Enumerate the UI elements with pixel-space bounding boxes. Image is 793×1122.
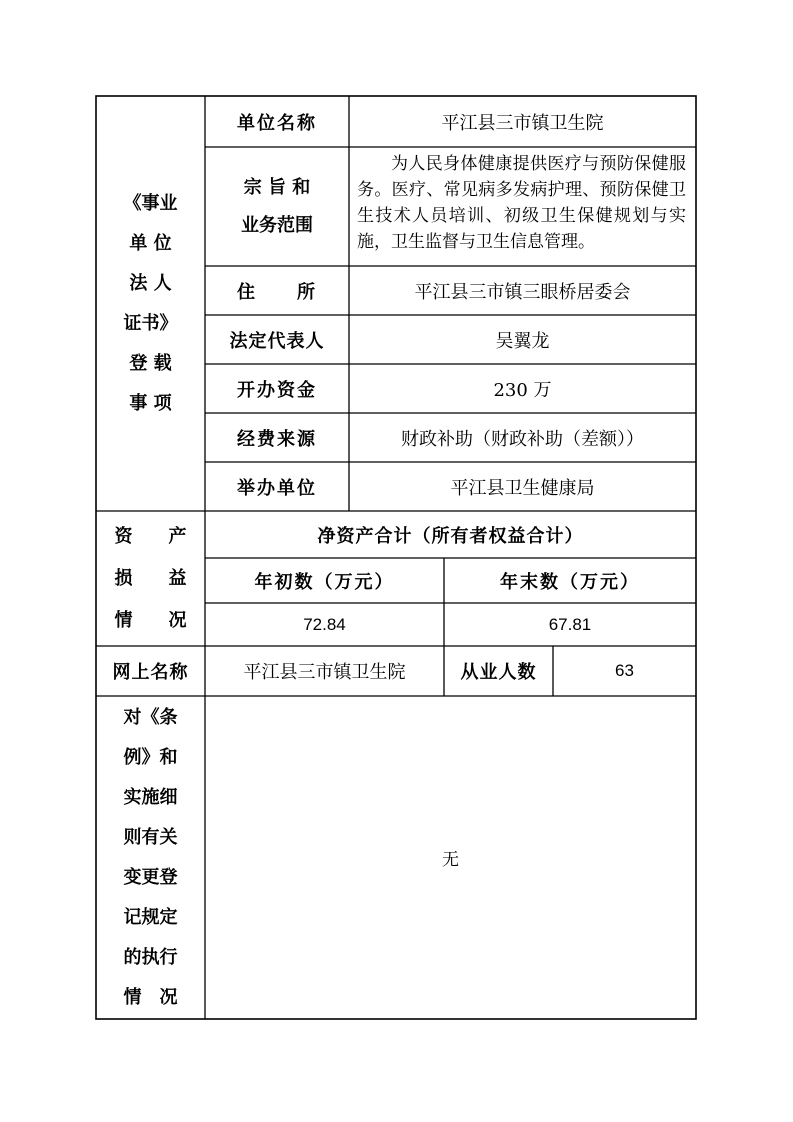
purpose-label-line: 业务范围	[241, 214, 313, 236]
capital-label: 开办资金	[237, 379, 317, 401]
funding-source-label: 经费来源	[237, 428, 317, 450]
registration-section-label-line: 登 载	[129, 352, 172, 374]
purpose-label	[205, 147, 349, 266]
compliance-value: 无	[442, 850, 459, 870]
compliance-label-line: 对《条	[123, 706, 178, 728]
registration-section-label-line: 单 位	[129, 232, 172, 254]
net-assets-header: 净资产合计（所有者权益合计）	[317, 525, 584, 547]
funding-source-value: 财政补助（财政补助（差额））	[401, 428, 644, 450]
registration-section-label-line: 法 人	[129, 272, 172, 294]
purpose-label-line: 宗 旨 和	[243, 176, 311, 198]
unit-name-label: 单位名称	[237, 112, 317, 134]
assets-section-label-line: 情 况	[114, 609, 187, 631]
compliance-label-line: 记规定	[123, 906, 178, 928]
end-of-year-header: 年末数（万元）	[500, 571, 640, 593]
compliance-label-line: 情 况	[123, 986, 178, 1008]
compliance-label-line: 实施细	[123, 786, 178, 808]
end-of-year-value: 67.81	[548, 614, 592, 634]
compliance-label-line: 的执行	[123, 946, 178, 968]
start-of-year-header: 年初数（万元）	[254, 571, 395, 593]
capital-value: 230 万	[493, 379, 552, 401]
compliance-label-line: 则有关	[123, 826, 178, 848]
assets-section-label-line: 资 产	[114, 525, 187, 547]
address-value: 平江县三市镇三眼桥居委会	[414, 281, 631, 303]
unit-name-value: 平江县三市镇卫生院	[441, 112, 604, 134]
compliance-label-line: 变更登	[123, 866, 178, 888]
compliance-label-line: 例》和	[123, 746, 178, 768]
staff-count-value: 63	[615, 661, 634, 680]
legal-representative-value: 吴翼龙	[495, 330, 550, 352]
registration-table	[96, 96, 696, 1019]
online-name-label: 网上名称	[112, 662, 189, 683]
address-label: 住 所	[237, 281, 317, 303]
online-name-value: 平江县三市镇卫生院	[243, 662, 406, 683]
sponsor-label: 举办单位	[237, 477, 317, 499]
registration-section-label	[96, 96, 205, 511]
staff-count-label: 从业人数	[460, 662, 537, 683]
purpose-value: 为人民身体健康提供医疗与预防保健服务。医疗、常见病多发病护理、预防保健卫生技术人员培训、初级卫生保健规划与实施，卫生监督与卫生信息管理。	[357, 154, 686, 252]
registration-section-label-line: 证书》	[123, 312, 178, 334]
assets-section-label	[96, 511, 205, 646]
assets-section-label-line: 损 益	[114, 567, 187, 589]
compliance-label	[96, 696, 205, 1019]
registration-section-label-line: 事 项	[129, 392, 172, 414]
start-of-year-value: 72.84	[303, 614, 346, 634]
legal-representative-label: 法定代表人	[229, 330, 325, 352]
registration-section-label-line: 《事业	[123, 192, 178, 214]
sponsor-value: 平江县卫生健康局	[450, 477, 595, 499]
